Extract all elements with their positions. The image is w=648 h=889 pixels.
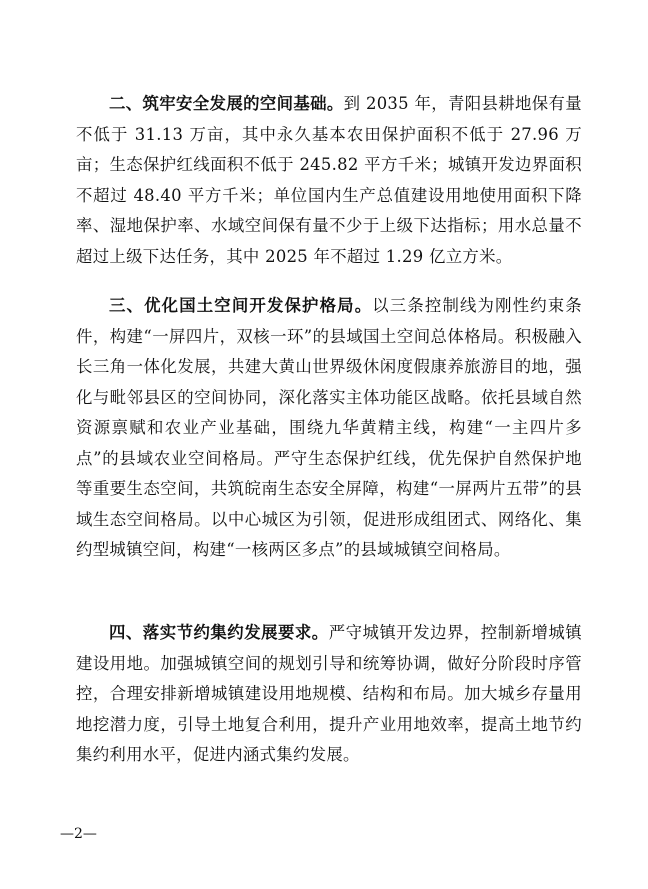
section-paragraph-4	[76, 618, 582, 771]
section-body-2: 到 2035 年，青阳县耕地保有量不低于 31.13 万亩，其中永久基本农田保护面积不低于 27.96 万亩；生态保护红线面积不低于 245.82 平方千米；城镇开发边界面积不超过 48.40 平方千米；单位国内生产总值建设用地使用面积下降率、湿地保护率、水域空间保有量不少于上级下达指标；用水总量不超过上级下达任务，其中 2025 年不超过 1.29 亿立方米。	[76, 94, 582, 266]
section-heading-4: 四、落实节约集约发展要求。	[109, 623, 329, 642]
section-heading-2: 二、筑牢安全发展的空间基础。	[109, 94, 344, 113]
section-body-3: 以三条控制线为刚性约束条件，构建“一屏四片，双核一环”的县域国土空间总体格局。积极融入长三角一体化发展，共建大黄山世界级休闲度假康养旅游目的地，强化与毗邻县区的空间协同，深化落实主体功能区战略。依托县域自然资源禀赋和农业产业基础，围绕九华黄精主线，构建“一主四片多点”的县域农业空间格局。严守生态保护红线，优先保护自然保护地等重要生态空间，共筑皖南生态安全屏障，构建“一屏两片五带”的县域生态空间格局。以中心城区为引领，促进形成组团式、网络化、集约型城镇空间，构建“一核两区多点”的县域城镇空间格局。	[76, 296, 582, 559]
section-paragraph-3	[76, 291, 582, 566]
page-number: —2—	[60, 826, 97, 842]
section-heading-3: 三、优化国土空间开发保护格局。	[109, 296, 373, 315]
section-body-4: 严守城镇开发边界，控制新增城镇建设用地。加强城镇空间的规划引导和统筹协调，做好分阶段时序管控，合理安排新增城镇建设用地规模、结构和布局。加大城乡存量用地挖潜力度，引导土地复合利用，提升产业用地效率，提高土地节约集约利用水平，促进内涵式集约发展。	[76, 623, 582, 764]
section-paragraph-2	[76, 89, 582, 272]
